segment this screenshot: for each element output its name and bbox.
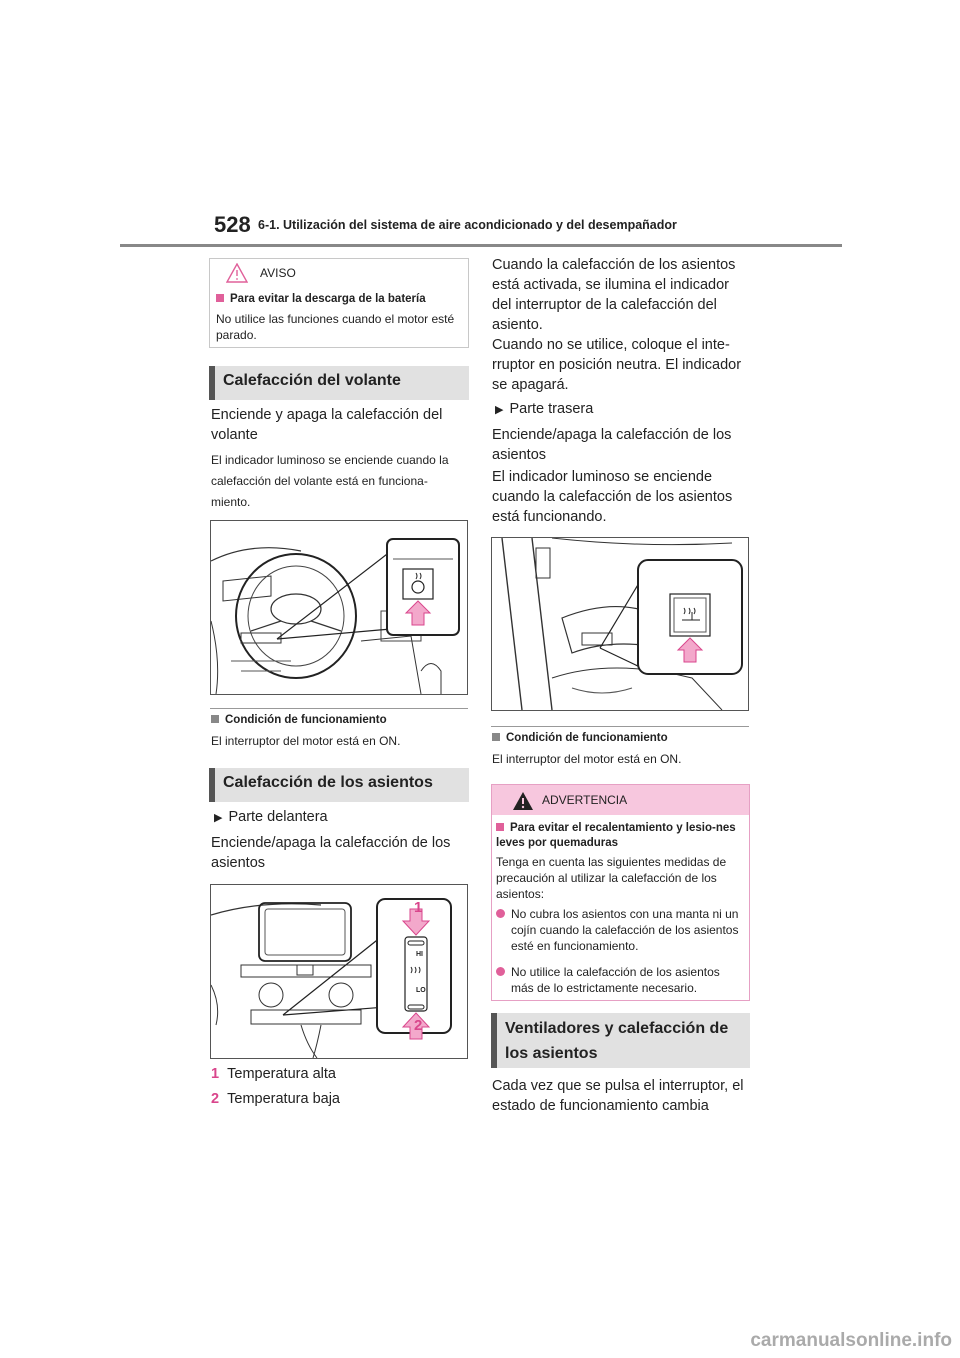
header-rule [120,244,842,247]
advertencia-title: ADVERTENCIA [542,793,628,807]
rear-seat-heater-figure [491,537,749,711]
aviso-subtitle: Para evitar la descarga de la batería [216,293,464,305]
front-label: ▶ Parte delantera [214,809,328,825]
caution-icon [226,263,248,288]
ventiladores-body: Cada vez que se pulsa el interruptor, el estado de funcionamiento cambia [492,1078,744,1114]
aviso-text: No utilice las funciones cuando el motor esté parado. [216,312,455,342]
volante-body: Enciende y apaga la calefacción del volante [211,407,443,443]
switch-lo-label: LO [416,987,426,994]
para-2: Cuando no se utilice, coloque el inte-rruptor en posición neutra. El indicador se apagará. [492,337,742,393]
cond-title-rear: Condición de funcionamiento [492,732,748,744]
triangle-bullet-icon: ▶ [214,812,223,824]
section-heading-ventiladores: Ventiladores y calefacción de los asientos [491,1013,750,1068]
square-bullet-icon [211,715,219,723]
front-body: Enciende/apaga la calefacción de los asientos [211,835,451,871]
square-bullet-icon [216,294,224,302]
rear-note: El indicador luminoso se enciende cuando la calefacción de los asientos está funcionando. [492,469,733,525]
volante-note: El indicador luminoso se enciende cuando la calefacción del volante está en funciona-miento. [211,453,449,509]
page-number: 528 [214,212,251,237]
bullet-dot-icon [496,967,505,976]
aviso-title: AVISO [260,266,296,280]
aviso-box [209,258,469,348]
front-seat-heater-figure [210,884,468,1059]
figure-rule [491,726,749,727]
rear-body: Enciende/apaga la calefacción de los asientos [492,427,732,463]
cond-text-volante: El interruptor del motor está en ON. [211,734,401,748]
callout-2: 2 [414,1017,423,1034]
square-bullet-icon [496,823,504,831]
chapter-title: 6-1. Utilización del sistema de aire acondicionado y del desempañador [258,218,677,232]
advertencia-item: No cubra los asientos con una manta ni un cojín cuando la calefacción de los asientos esté en funcionamiento. [496,906,744,954]
advertencia-header [492,785,749,815]
rear-label: ▶ Parte trasera [495,401,594,417]
steering-heater-figure [210,520,468,695]
switch-hi-label: HI [416,951,423,958]
section-heading-asientos: Calefacción de los asientos [209,768,469,802]
callout-1: 1 [414,899,423,916]
bullet-dot-icon [496,909,505,918]
section-heading-volante: Calefacción del volante [209,366,469,400]
watermark: carmanualsonline.info [750,1330,952,1351]
figure-rule [210,708,468,709]
triangle-bullet-icon: ▶ [495,404,504,416]
cond-text-rear: El interruptor del motor está en ON. [492,752,682,766]
advertencia-box [491,784,750,1001]
square-bullet-icon [492,733,500,741]
advertencia-item: No utilice la calefacción de los asientos más de lo estrictamente necesario. [496,964,744,996]
cond-title-volante: Condición de funcionamiento [211,714,467,726]
para-1: Cuando la calefacción de los asientos está activada, se ilumina el indicador del interruptor de la calefacción del asiento. [492,257,736,333]
warning-icon [512,791,534,816]
legend-item: 1 Temperatura alta [211,1066,336,1082]
advertencia-subtitle: Para evitar el recalentamiento y lesio-nes leves por quemaduras [496,822,736,849]
legend-item: 2 Temperatura baja [211,1091,340,1107]
advertencia-intro: Tenga en cuenta las siguientes medidas de precaución al utilizar la calefacción de los asientos: [496,855,727,901]
